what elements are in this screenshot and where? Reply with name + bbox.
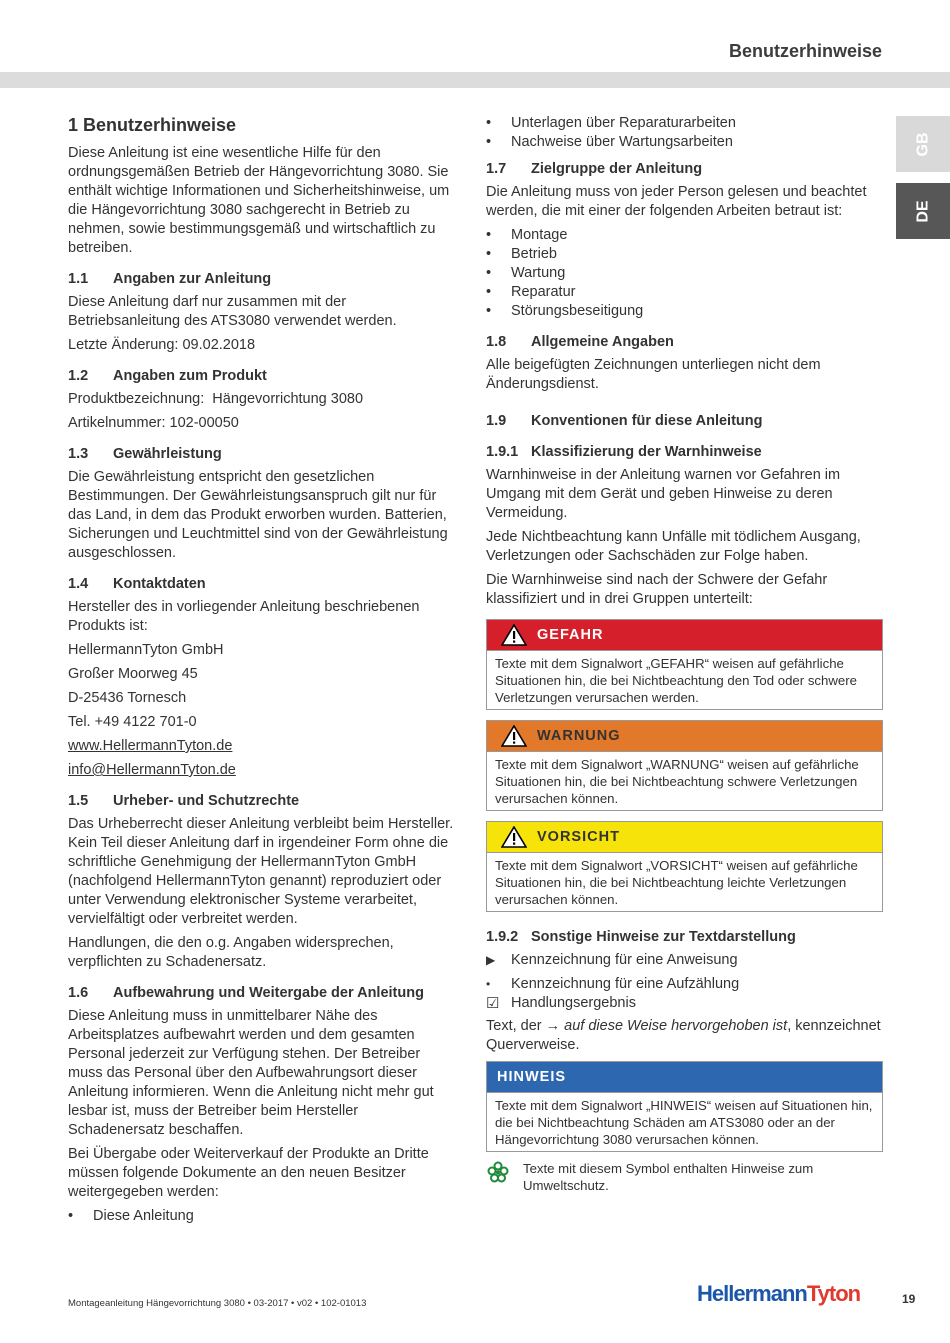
left-column (68, 110, 458, 1230)
paragraph: Das Urheberrecht dieser Anleitung verbleibt beim Hersteller. Kein Teil dieser Anleitung darf in irgendeiner Form ohne die schriftliche Genehmigung der HellermannTyton GmbH (nachfolgend HellermannTyton genannt) reproduziert oder unter Verwendung elektronischer Systeme verarbeitet, vervielfältigt oder verbreitet werden. (68, 816, 454, 927)
paragraph: Die Warnhinweise sind nach der Schwere der Gefahr klassifiziert und in drei Gruppen unterteilt: (486, 572, 828, 607)
chapter-title: 1 Benutzerhinweise (68, 115, 237, 135)
convention-instruction: ▶ Kennzeichnung für eine Anweisung (486, 952, 738, 968)
notice-box-hinweis (486, 1061, 883, 1152)
list-item: • Reparatur (486, 284, 576, 300)
right-column (486, 114, 883, 1194)
hellermanntyton-logo: HellermannTyton (697, 1281, 861, 1306)
warning-text-vorsicht: Texte mit dem Signalwort „VORSICHT“ weisen auf gefährliche Situationen hin, die bei Nichtbeachtung leichte Verletzungen verursachen können. (487, 852, 882, 911)
bullet-icon: • (486, 977, 491, 991)
warning-box-warnung (486, 720, 883, 811)
eco-note: Texte mit diesem Symbol enthalten Hinweise zum Umweltschutz. (486, 1160, 883, 1194)
lang-tab-gb-label: GB (914, 132, 932, 156)
section-heading-1-5: 1.5 Urheber- und Schutzrechte (68, 793, 300, 809)
list-item: • Diese Anleitung (68, 1208, 194, 1224)
warning-label-vorsicht: VORSICHT (537, 828, 620, 845)
checkbox-checked-icon: ☑ (486, 995, 500, 1012)
paragraph: Jede Nichtbeachtung kann Unfälle mit tödlichem Ausgang, Verletzungen oder Sachschäden zur Folge haben. (486, 529, 861, 564)
convention-result: ☑ Handlungsergebnis (486, 995, 636, 1012)
contact-company: HellermannTyton GmbH (68, 642, 224, 658)
play-triangle-icon: ▶ (486, 953, 496, 967)
list-item: • Betrieb (486, 246, 557, 262)
intro-text: Diese Anleitung ist eine wesentliche Hilfe für den ordnungsgemäßen Betrieb der Hängevorrichtung 3080. Sie enthält wichtige Informationen und Sicherheitshinweise, um die Hängevorrichtung 3080 sachgerecht in Betrieb zu nehmen, sowie bestimmungsgemäß und wirtschaftlich zu betreiben. (68, 145, 450, 256)
warning-text-warnung: Texte mit dem Signalwort „WARNUNG“ weisen auf gefährliche Situationen hin, die bei Nichtbeachtung schwere Verletzungen verursachen können. (487, 751, 882, 810)
list-item: • Störungsbeseitigung (486, 303, 644, 319)
header-bar (0, 72, 950, 88)
section-heading-1-3: 1.3 Gewährleistung (68, 446, 222, 462)
footer-doc-info: Montageanleitung Hängevorrichtung 3080 • 03-2017 • v02 • 102-01013 (68, 1298, 367, 1309)
warning-box-gefahr (486, 619, 883, 710)
paragraph: Hersteller des in vorliegender Anleitung beschriebenen Produkts ist: (68, 599, 420, 634)
section-heading-1-2: 1.2 Angaben zum Produkt (68, 368, 267, 384)
lang-tab-de-label: DE (914, 199, 932, 223)
contact-city: D-25436 Tornesch (68, 690, 187, 706)
section-heading-1-9-2: 1.9.2 Sonstige Hinweise zur Textdarstellung (486, 929, 796, 945)
arrow-right-icon: → (545, 1018, 561, 1034)
notice-text-hinweis: Texte mit dem Signalwort „HINWEIS“ weisen auf Situationen hin, die bei Nichtbeachtung Schäden am ATS3080 oder an der Hängevorrichtung 3080 verursachen können. (487, 1092, 882, 1151)
list-item: • Nachweise über Wartungsarbeiten (486, 134, 733, 150)
warning-text-gefahr: Texte mit dem Signalwort „GEFAHR“ weisen auf gefährliche Situationen hin, die bei Nichtbeachtung den Tod oder schwere Verletzungen verursachen werden. (487, 650, 882, 709)
warning-triangle-icon (501, 826, 527, 848)
warning-triangle-icon (501, 624, 527, 646)
warning-box-vorsicht (486, 821, 883, 912)
paragraph: Die Anleitung muss von jeder Person gelesen und beachtet werden, die mit einer der folgenden Arbeiten betraut ist: (486, 184, 867, 219)
lang-tab-de[interactable] (896, 183, 950, 239)
convention-list: • Kennzeichnung für eine Aufzählung (486, 976, 740, 992)
notice-label-hinweis: HINWEIS (497, 1068, 567, 1085)
section-heading-1-7: 1.7 Zielgruppe der Anleitung (486, 161, 703, 177)
crossref-paragraph: Text, der → auf diese Weise hervorgehoben ist, kennzeichnet Querverweise. (486, 1018, 881, 1053)
section-heading-1-1: 1.1 Angaben zur Anleitung (68, 271, 272, 287)
warning-label-gefahr: GEFAHR (537, 626, 604, 643)
section-heading-1-9-1: 1.9.1 Klassifizierung der Warnhinweise (486, 444, 762, 460)
paragraph: Alle beigefügten Zeichnungen unterliegen nicht dem Änderungsdienst. (486, 357, 821, 392)
contact-tel: Tel. +49 4122 701-0 (68, 714, 197, 730)
section-heading-1-6: 1.6 Aufbewahrung und Weitergabe der Anleitung (68, 985, 424, 1001)
paragraph: Letzte Änderung: 09.02.2018 (68, 337, 256, 353)
environment-flower-icon (486, 1160, 523, 1194)
contact-web-link[interactable]: www.HellermannTyton.de (68, 738, 233, 754)
section-heading-1-9: 1.9 Konventionen für diese Anleitung (486, 413, 763, 429)
paragraph: Bei Übergabe oder Weiterverkauf der Produkte an Dritte müssen folgende Dokumente an den neuen Besitzer weitergegeben werden: (68, 1146, 429, 1200)
section-heading-1-4: 1.4 Kontaktdaten (68, 576, 206, 592)
paragraph: Diese Anleitung darf nur zusammen mit der Betriebsanleitung des ATS3080 verwendet werden. (68, 294, 397, 329)
warning-label-warnung: WARNUNG (537, 727, 621, 744)
lang-tab-gb[interactable] (896, 116, 950, 172)
paragraph: Diese Anleitung muss in unmittelbarer Nähe des Arbeitsplatzes aufbewahrt werden und dem gesamten Personal jederzeit zur Verfügung stehen. Der Betreiber muss das Personal über den Aufbewahrungsort dieser Anleitung informieren. Wenn die Anleitung nicht mehr gut lesbar ist, muss der Betreiber beim Hersteller Schadenersatz beschaffen. (68, 1008, 434, 1138)
list-item: • Montage (486, 227, 568, 243)
contact-street: Großer Moorweg 45 (68, 666, 198, 682)
list-item: • Unterlagen über Reparaturarbeiten (486, 115, 736, 131)
paragraph: Handlungen, die den o.g. Angaben widersprechen, verpflichten zu Schadenersatz. (68, 935, 394, 970)
paragraph: Die Gewährleistung entspricht den gesetzlichen Bestimmungen. Der Gewährleistungsanspruch gilt nur für das Land, in dem das Produkt erworben wurden. Batterien, Sicherungen und Leuchtmittel sind von der Gewährleistung ausgeschlossen. (68, 469, 448, 561)
paragraph: Warnhinweise in der Anleitung warnen vor Gefahren im Umgang mit dem Gerät und geben Hinweise zu deren Vermeidung. (486, 467, 841, 521)
list-item: • Wartung (486, 265, 566, 281)
warning-triangle-icon (501, 725, 527, 747)
paragraph: Artikelnummer: 102-00050 (68, 415, 239, 431)
page-number: 19 (902, 1292, 916, 1306)
section-heading-1-8: 1.8 Allgemeine Angaben (486, 334, 674, 350)
paragraph: Produktbezeichnung: Hängevorrichtung 3080 (68, 391, 364, 407)
page-header-title: Benutzerhinweise (728, 41, 882, 61)
contact-mail-link[interactable]: info@HellermannTyton.de (68, 762, 236, 778)
